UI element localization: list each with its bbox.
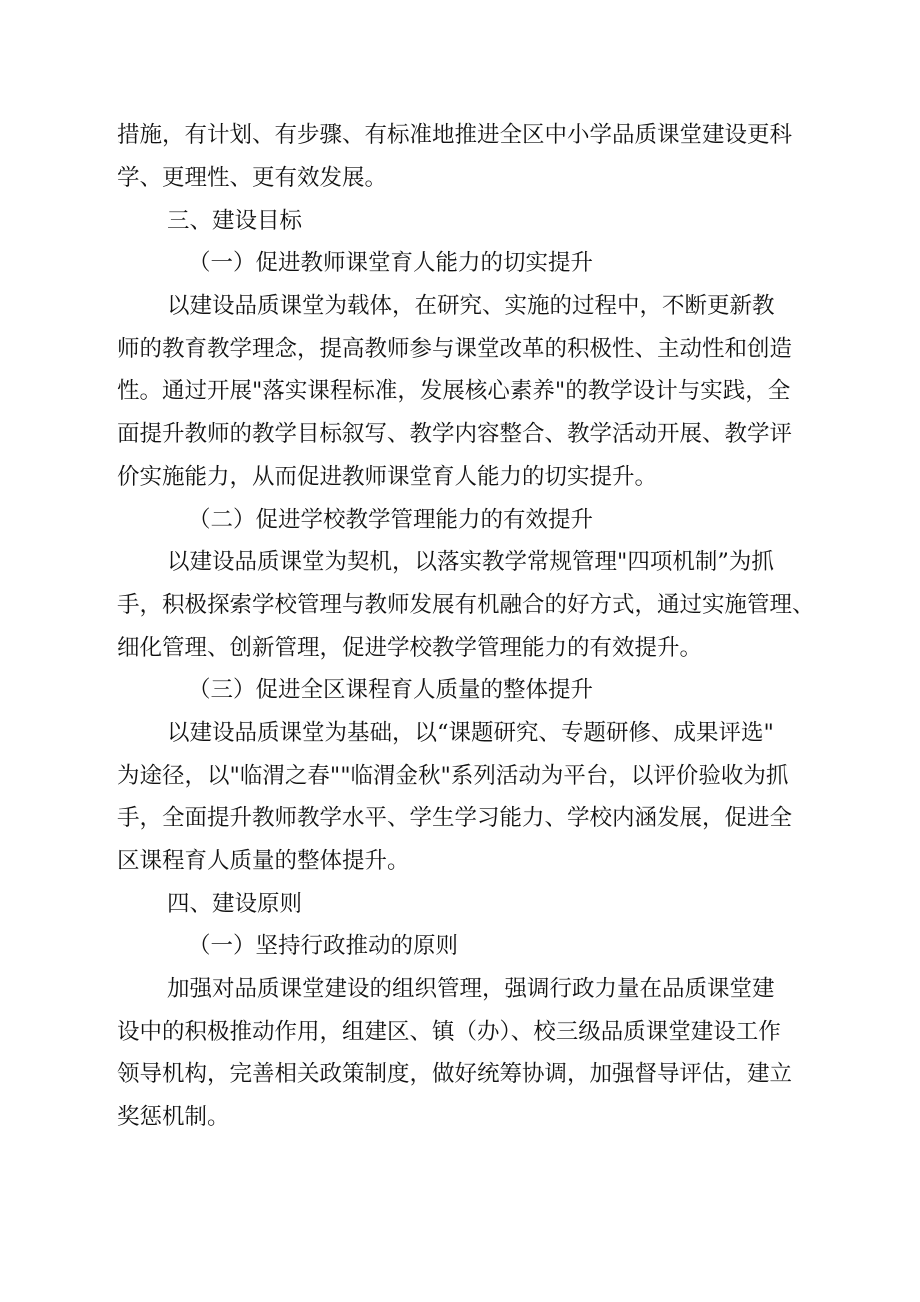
body-line: 以建设品质课堂为基础，以“课题研究、专题研修、成果评选" xyxy=(167,720,774,746)
body-line: 加强对品质课堂建设的组织管理，强调行政力量在品质课堂建 xyxy=(167,976,775,1002)
body-line: 领导机构，完善相关政策制度，做好统筹协调，加强督导评估，建立 xyxy=(117,1061,793,1087)
body-line: 手，积极探索学校管理与教师发展有机融合的好方式，通过实施管理、 xyxy=(117,592,815,618)
body-line: 手，全面提升教师教学水平、学生学习能力、学校内涵发展，促进全 xyxy=(117,805,793,831)
body-line: 措施，有计划、有步骤、有标准地推进全区中小学品质课堂建设更科 xyxy=(117,122,793,148)
body-line: 性。通过开展"落实课程标准，发展核心素养"的教学设计与实践，全 xyxy=(117,378,791,404)
subsection-heading: （二）促进学校教学管理能力的有效提升 xyxy=(188,507,594,533)
body-line: 以建设品质课堂为载体，在研究、实施的过程中，不断更新教 xyxy=(167,293,775,319)
subsection-heading: （三）促进全区课程育人质量的整体提升 xyxy=(188,677,594,703)
section-heading: 四、建设原则 xyxy=(167,891,303,917)
body-line: 奖惩机制。 xyxy=(117,1104,230,1130)
section-heading: 三、建设目标 xyxy=(167,208,303,234)
body-line: 面提升教师的教学目标叙写、教学内容整合、教学活动开展、教学评 xyxy=(117,421,793,447)
body-line: 以建设品质课堂为契机，以落实教学常规管理"四项机制”为抓 xyxy=(167,549,774,575)
subsection-heading: （一）坚持行政推动的原则 xyxy=(188,933,459,959)
body-line: 学、更理性、更有效发展。 xyxy=(117,165,388,191)
body-line: 价实施能力，从而促进教师课堂育人能力的切实提升。 xyxy=(117,464,658,490)
body-line: 为途径，以"临渭之春""临渭金秋"系列活动为平台，以评价验收为抓 xyxy=(117,763,789,789)
body-line: 设中的积极推动作用，组建区、镇（办）、校三级品质课堂建设工作 xyxy=(117,1019,781,1045)
subsection-heading: （一）促进教师课堂育人能力的切实提升 xyxy=(188,250,594,276)
body-line: 区课程育人质量的整体提升。 xyxy=(117,848,410,874)
body-line: 师的教育教学理念，提高教师参与课堂改革的积极性、主动性和创造 xyxy=(117,336,793,362)
body-line: 细化管理、创新管理，促进学校教学管理能力的有效提升。 xyxy=(117,635,703,661)
